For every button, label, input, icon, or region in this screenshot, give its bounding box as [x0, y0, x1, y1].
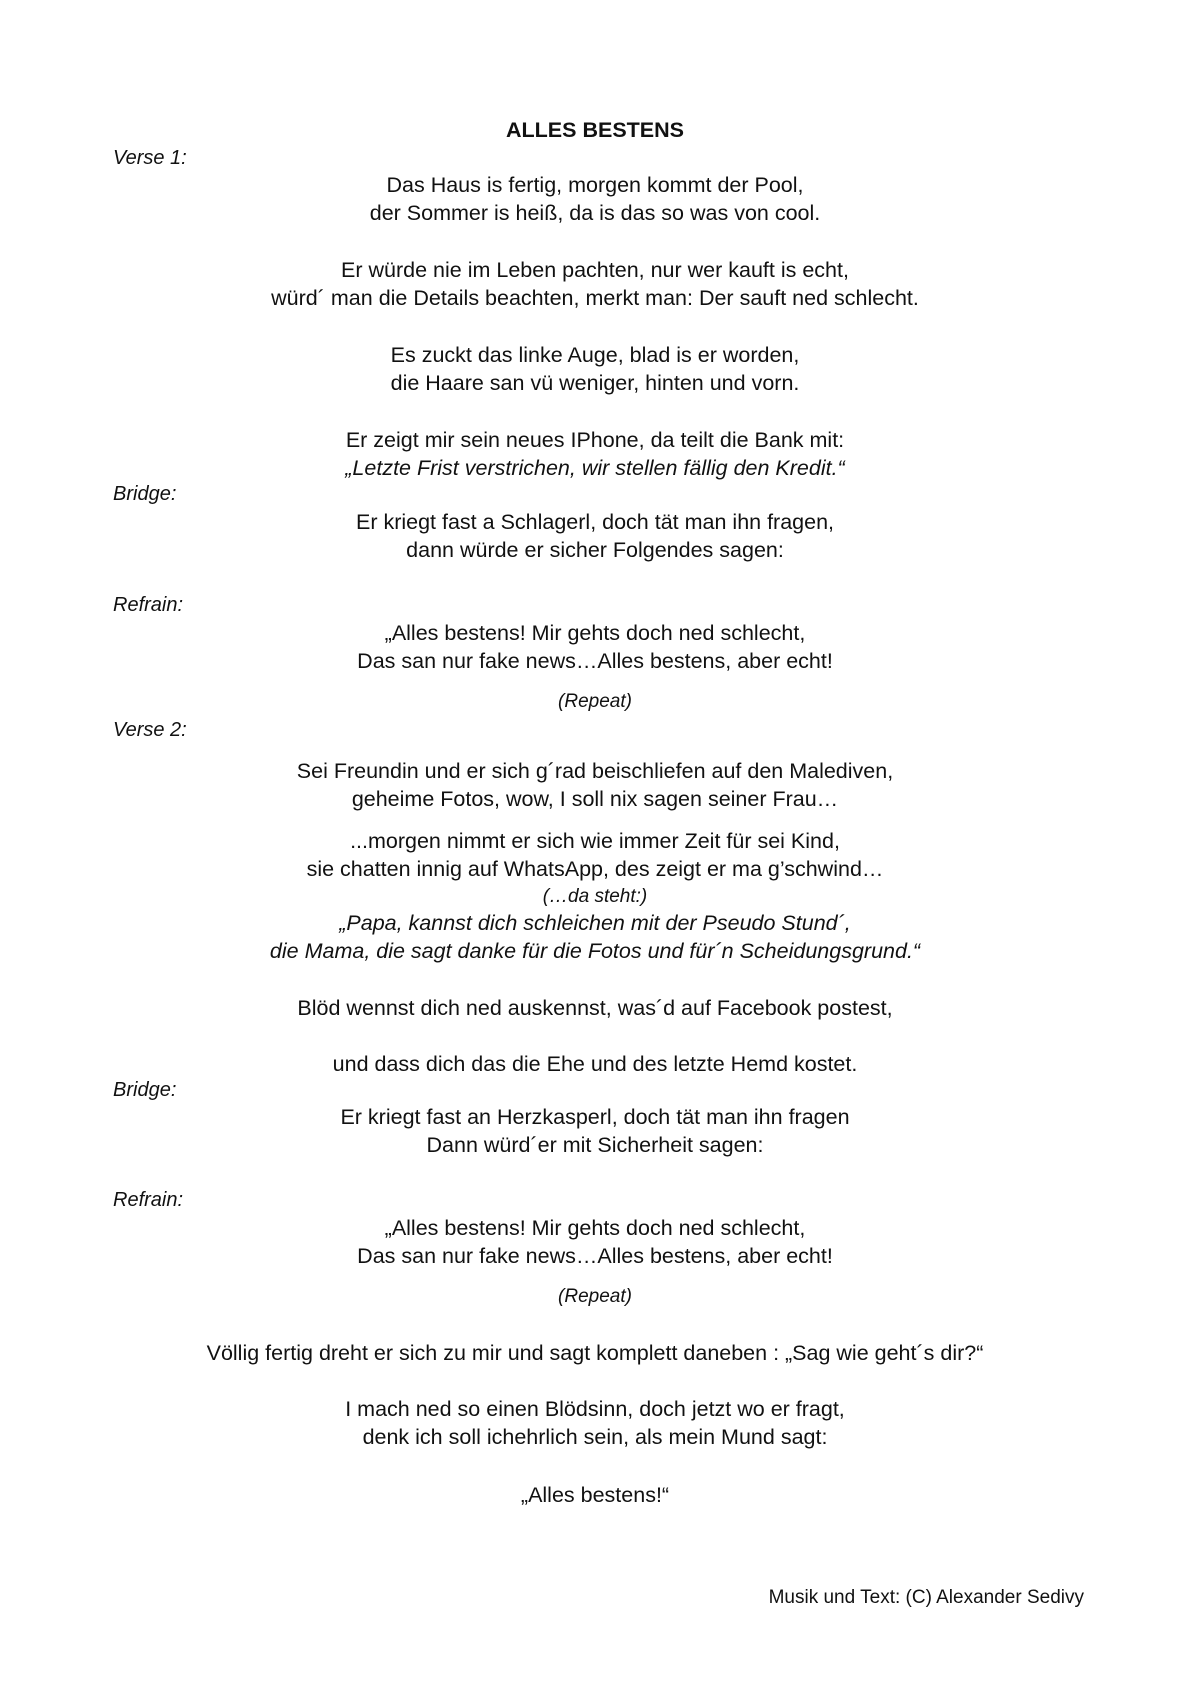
- lyric-line: Er kriegt fast a Schlagerl, doch tät man ihn fragen,: [355, 510, 835, 534]
- final-line: „Alles bestens!“: [520, 1483, 670, 1507]
- section-label-bridge-1: Bridge:: [113, 483, 177, 505]
- song-title: ALLES BESTENS: [506, 118, 684, 142]
- lyric-line: und dass dich das die Ehe und des letzte Hemd kostet.: [332, 1052, 858, 1076]
- section-label-verse-1: Verse 1:: [113, 147, 187, 169]
- lyric-line: Er kriegt fast an Herzkasperl, doch tät man ihn fragen: [340, 1105, 850, 1129]
- lyric-line: würd´ man die Details beachten, merkt man: Der sauft ned schlecht.: [271, 286, 919, 310]
- lyric-line: ...morgen nimmt er sich wie immer Zeit für sei Kind,: [350, 829, 840, 853]
- lyric-line: Sei Freundin und er sich g´rad beischliefen auf den Malediven,: [296, 759, 894, 783]
- lyric-line: Dann würd´er mit Sicherheit sagen:: [426, 1133, 764, 1157]
- refrain-line: Das san nur fake news…Alles bestens, aber echt!: [357, 1244, 833, 1268]
- repeat-note: (Repeat): [558, 691, 632, 712]
- lyric-aside: (…da steht:): [542, 886, 648, 907]
- section-label-refrain-2: Refrain:: [113, 1189, 184, 1211]
- lyric-line: Blöd wennst dich ned auskennst, was´d auf Facebook postest,: [297, 996, 893, 1020]
- section-label-verse-2: Verse 2:: [113, 719, 187, 741]
- repeat-note: (Repeat): [558, 1286, 632, 1307]
- section-label-bridge-2: Bridge:: [113, 1079, 177, 1101]
- lyric-line-italic: „Letzte Frist verstrichen, wir stellen fällig den Kredit.“: [345, 456, 845, 480]
- lyric-line-italic: die Mama, die sagt danke für die Fotos und für´n Scheidungsgrund.“: [269, 939, 921, 963]
- section-label-refrain-1: Refrain:: [113, 594, 184, 616]
- lyric-line: sie chatten innig auf WhatsApp, des zeigt er ma g’schwind…: [306, 857, 884, 881]
- refrain-line: „Alles bestens! Mir gehts doch ned schlecht,: [384, 621, 806, 645]
- refrain-line: Das san nur fake news…Alles bestens, aber echt!: [357, 649, 833, 673]
- lyric-line: I mach ned so einen Blödsinn, doch jetzt wo er fragt,: [345, 1397, 845, 1421]
- lyric-line: denk ich soll ichehrlich sein, als mein Mund sagt:: [362, 1425, 828, 1449]
- lyric-line: die Haare san vü weniger, hinten und vorn.: [390, 371, 800, 395]
- lyric-line: dann würde er sicher Folgendes sagen:: [406, 538, 784, 562]
- credits-footer: Musik und Text: (C) Alexander Sedivy: [768, 1587, 1084, 1608]
- lyric-line: der Sommer is heiß, da is das so was von cool.: [369, 201, 821, 225]
- lyric-line-italic: „Papa, kannst dich schleichen mit der Pseudo Stund´,: [339, 911, 851, 935]
- lyric-line: Es zuckt das linke Auge, blad is er worden,: [390, 343, 800, 367]
- lyric-line: Er würde nie im Leben pachten, nur wer kauft is echt,: [341, 258, 849, 282]
- lyric-line: Völlig fertig dreht er sich zu mir und sagt komplett daneben : „Sag wie geht´s dir?“: [206, 1341, 984, 1365]
- lyric-line: geheime Fotos, wow, I soll nix sagen seiner Frau…: [351, 787, 839, 811]
- lyric-line: Das Haus is fertig, morgen kommt der Pool,: [386, 173, 804, 197]
- lyric-line: Er zeigt mir sein neues IPhone, da teilt die Bank mit:: [345, 428, 845, 452]
- refrain-line: „Alles bestens! Mir gehts doch ned schlecht,: [384, 1216, 806, 1240]
